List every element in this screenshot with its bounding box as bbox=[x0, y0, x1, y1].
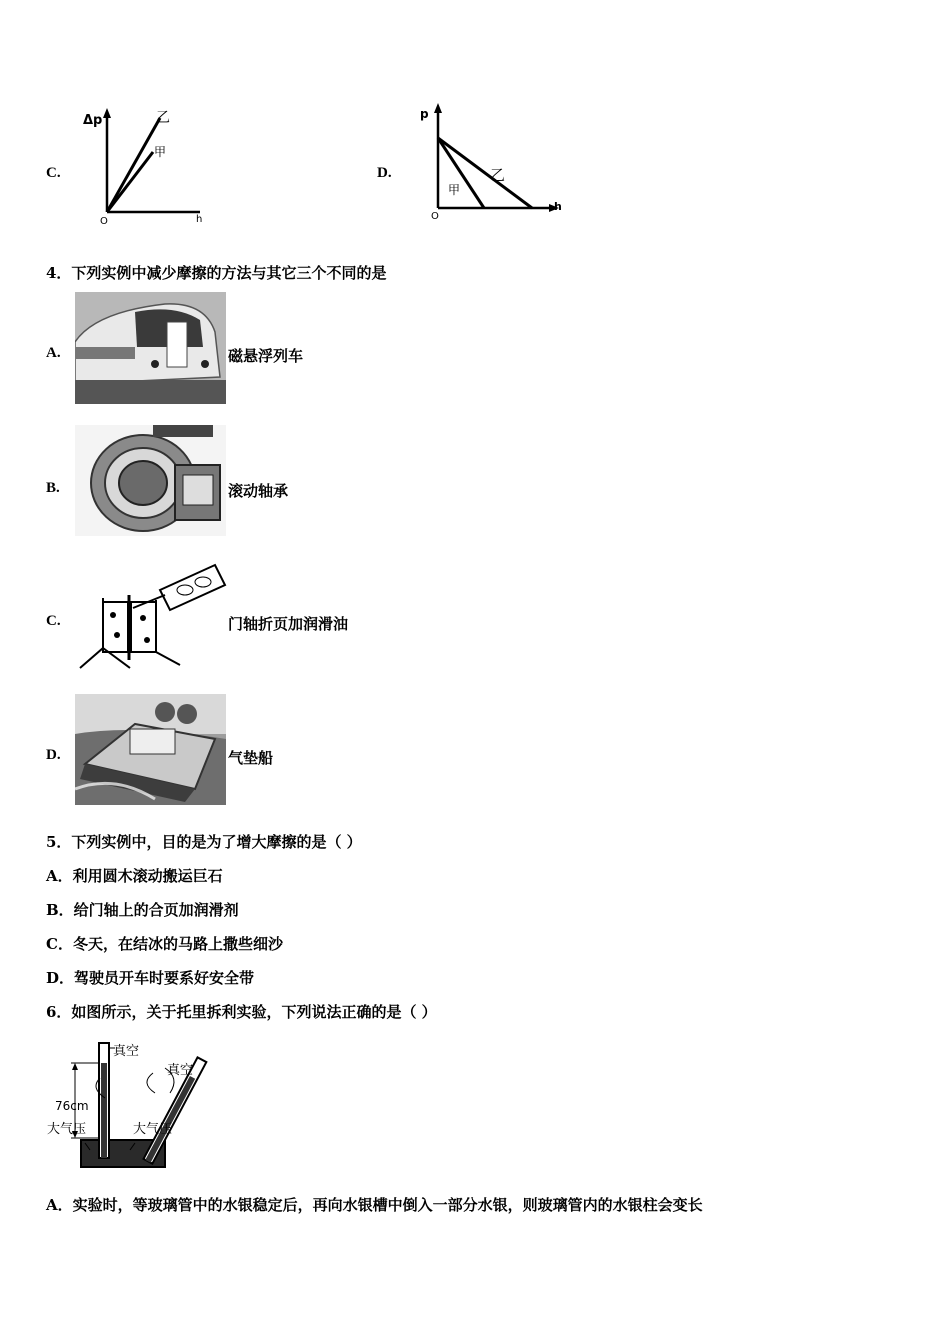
maglev-train-image bbox=[75, 292, 226, 404]
graph-c-origin: O bbox=[100, 216, 108, 225]
graph-d-y-label: p bbox=[420, 107, 429, 121]
vacuum-label-2: 真空 bbox=[167, 1063, 194, 1078]
atm-pressure-label-1: 大气压 bbox=[47, 1122, 87, 1137]
hovercraft-image bbox=[75, 694, 226, 805]
q4-option-c-label: 门轴折页加润滑油 bbox=[228, 615, 349, 633]
option-c-letter: C. bbox=[46, 165, 61, 181]
q4-option-c-letter: C. bbox=[46, 613, 61, 629]
q4-stem: 4．下列实例中减少摩擦的方法与其它三个不同的是 bbox=[46, 264, 387, 282]
graph-d-origin: O bbox=[431, 211, 439, 222]
q6-stem: 6．如图所示，关于托里拆利实验，下列说法正确的是（ ） bbox=[46, 1003, 437, 1021]
q4-option-d-letter: D. bbox=[46, 747, 61, 763]
graph-d-line-yi: 乙 bbox=[490, 166, 506, 184]
atm-pressure-label-2: 大气压 bbox=[133, 1122, 173, 1137]
q5-stem: 5．下列实例中，目的是为了增大摩擦的是（ ） bbox=[46, 833, 362, 851]
graph-c-line-yi: 乙 bbox=[156, 110, 170, 126]
q6-option-a: A．实验时，等玻璃管中的水银稳定后，再向水银槽中倒入一部分水银，则玻璃管内的水银柱会变长 bbox=[46, 1196, 703, 1214]
vacuum-label-1: 真空 bbox=[113, 1044, 140, 1059]
q5-option-d: D．驾驶员开车时要系好安全带 bbox=[46, 969, 255, 987]
graph-c bbox=[78, 100, 213, 225]
q4-option-a-letter: A. bbox=[46, 345, 61, 361]
q5-option-c: C．冬天，在结冰的马路上撒些细沙 bbox=[46, 935, 283, 953]
height-label: 76cm bbox=[55, 1099, 89, 1113]
graph-c-line-jia: 甲 bbox=[154, 145, 167, 159]
graph-c-y-label: Δp bbox=[83, 113, 103, 128]
q4-option-b-letter: B. bbox=[46, 480, 60, 496]
rolling-bearing-image bbox=[75, 425, 226, 536]
q4-option-a-label: 磁悬浮列车 bbox=[228, 347, 304, 365]
door-hinge-oil-image bbox=[75, 560, 230, 675]
torricelli-experiment-figure bbox=[45, 1038, 210, 1173]
q5-option-a: A．利用圆木滚动搬运巨石 bbox=[46, 867, 223, 885]
graph-d bbox=[412, 98, 567, 223]
graph-d-x-label: h bbox=[554, 200, 562, 213]
graph-c-x-label: h bbox=[196, 214, 203, 225]
q4-option-d-label: 气垫船 bbox=[228, 749, 274, 767]
q4-option-b-label: 滚动轴承 bbox=[228, 482, 289, 500]
graph-d-line-jia: 甲 bbox=[448, 183, 461, 197]
q5-option-b: B．给门轴上的合页加润滑剂 bbox=[46, 901, 239, 919]
option-d-letter: D. bbox=[377, 165, 392, 181]
